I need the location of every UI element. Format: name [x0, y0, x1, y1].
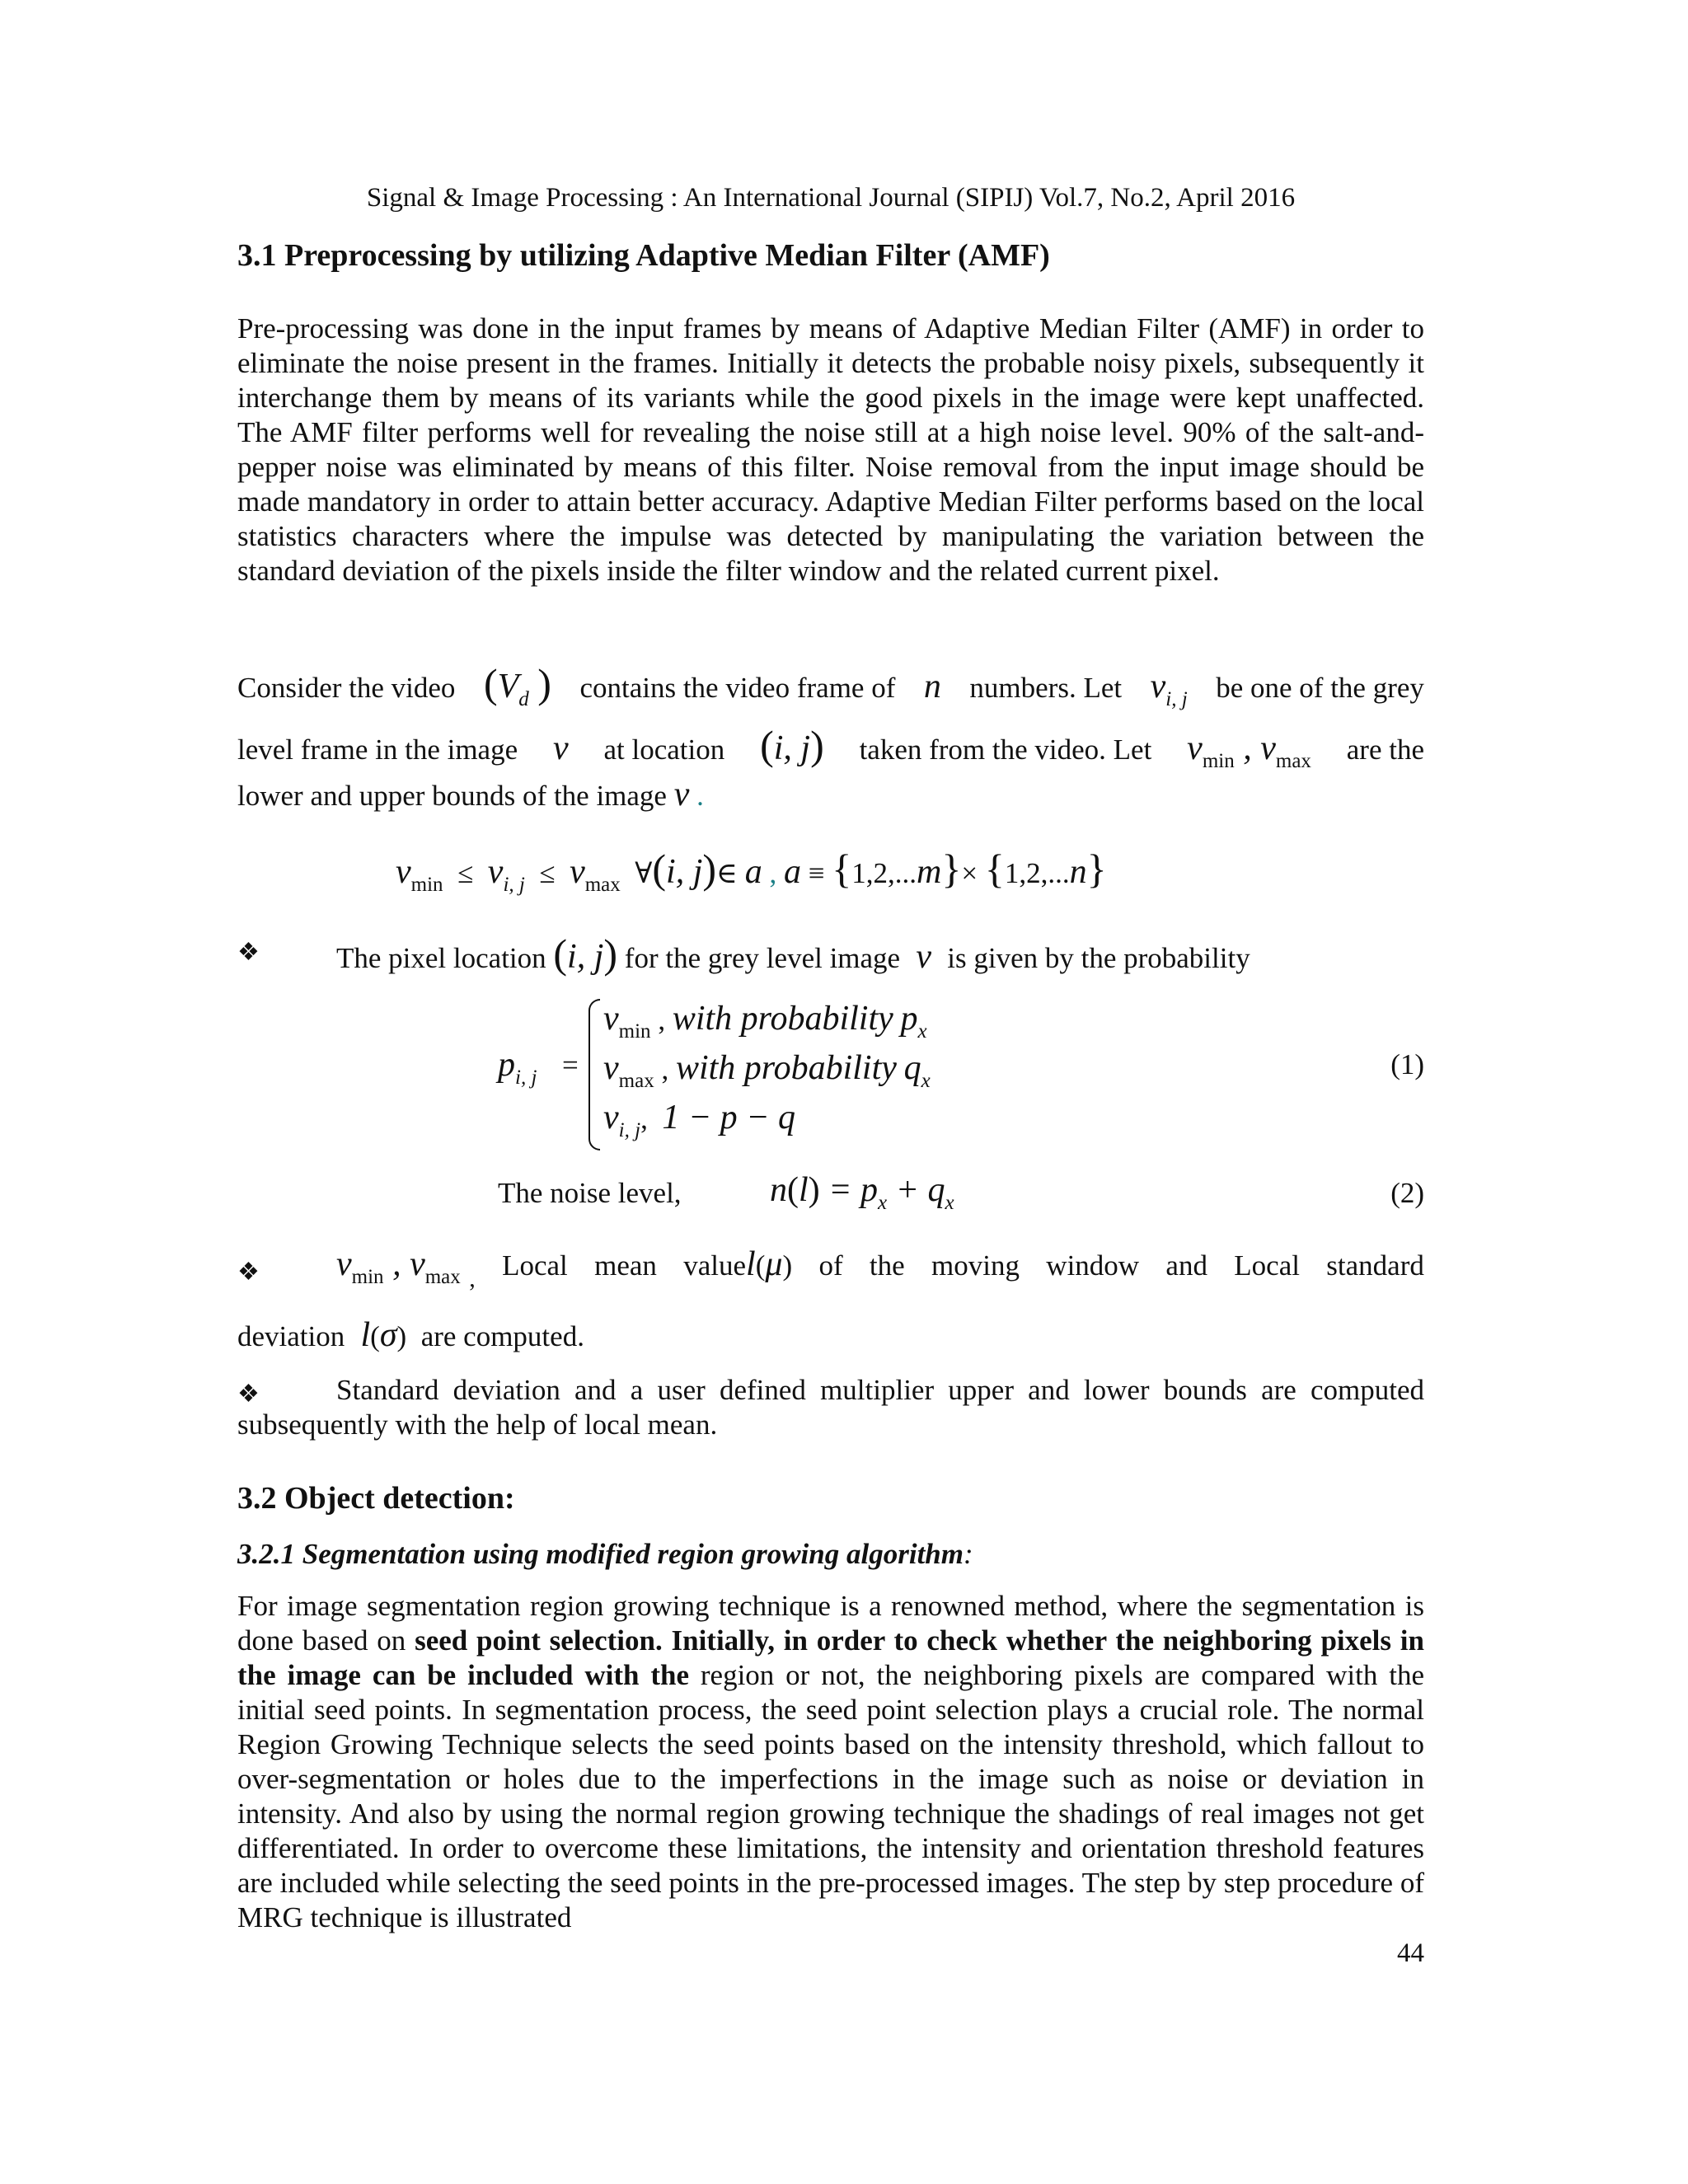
bullet-3-text: Standard deviation and a user defined multiplier upper and lower bounds are computed subsequently with the help of local mean.: [237, 1374, 1424, 1441]
section-3-2-title: 3.2 Object detection:: [237, 1481, 515, 1516]
consider-line-2: [237, 721, 1424, 772]
consider-text-8: are the: [1346, 733, 1424, 766]
equation-1: $p_{i, j}$ = $v_{min}$ , with probability $p_x$ $v_{max}$ , with probability $q_x$ $v_{i, j}$, 1 − p − q (1): [498, 996, 1424, 1152]
section-3-2-1-paragraph: For image segmentation region growing technique is a renowned method, where the segmentation is done based on seed point selection. Initially, in order to check whether the neighboring pixels in the image can be included with the region or not, the neighboring pixels are compared with the initial seed points. In segmentation process, the seed point selection plays a crucial role. The normal Region Growing Technique selects the seed points based on the intensity threshold, which fallout to over-segmentation or holes due to the imperfections in the image such as noise or deviation in intensity. And also by using the normal region growing technique the shadings of real images not get differentiated. In order to overcome these limitations, the intensity and orientation threshold features are included while selecting the seed points in the pre-processed images. The step by step procedure of MRG technique is illustrated: [237, 1590, 1424, 1933]
consider-text-1: Consider the video: [237, 672, 456, 704]
bullet-2-line-2: deviation l(σ) are computed.: [237, 1316, 584, 1354]
consider-text-7: taken from the video. Let: [859, 733, 1152, 766]
section-3-2-1-title: 3.2.1 Segmentation using modified region growing algorithm:: [237, 1538, 973, 1570]
equation-2-label: The noise level,: [498, 1177, 682, 1209]
consider-text-4: be one of the grey: [1216, 672, 1424, 704]
bounds-inequality: $v_{min} \le v_{i, j} \le v_{max}$ ∀(i, j)∈ a , a ≡ {1,2,...m}× {1,2,...n}: [396, 846, 1107, 896]
math-v-image: v: [673, 776, 690, 813]
paper-page: [237, 0, 1424, 2184]
bullet-icon: ❖: [237, 1380, 260, 1408]
consider-text-5: level frame in the image: [237, 733, 518, 766]
section-3-1-title: 3.1 Preprocessing by utilizing Adaptive Median Filter (AMF): [237, 238, 1050, 273]
bullet-2-line-1: $v_{min}$ , $v_{max}$ $_,$ Local mean valuel(μ) of the moving window and Local standard: [336, 1245, 1424, 1292]
bullet-1-text: The pixel location (i, j) for the grey level image v is given by the probability: [336, 930, 1250, 977]
math-vmin-vmax: $v_{min}$ , $v_{max}$: [1187, 729, 1311, 772]
consider-text-9: lower and upper bounds of the image: [237, 780, 667, 812]
running-header: Signal & Image Processing : An International Journal (SIPIJ) Vol.7, No.2, April 2016: [366, 183, 1296, 213]
page-number: 44: [1397, 1938, 1424, 1968]
bullet-icon: ❖: [237, 939, 260, 966]
bullet-icon: ❖: [237, 1258, 260, 1286]
math-n: n: [923, 668, 941, 705]
math-vij: $v_{i, j}$: [1150, 668, 1188, 710]
math-ij: (i, j): [760, 722, 824, 768]
consider-line-3: lower and upper bounds of the image v .: [237, 776, 704, 813]
consider-text-3: numbers. Let: [969, 672, 1123, 704]
math-v: v: [552, 729, 569, 767]
math-vd: ($V_d$ ): [483, 660, 551, 710]
consider-text-2: contains the video frame of: [579, 672, 896, 704]
consider-line-1: [237, 659, 1424, 710]
equation-1-number: (1): [1390, 1048, 1424, 1080]
section-3-1-paragraph: Pre-processing was done in the input frames by means of Adaptive Median Filter (AMF) in order to eliminate the noise present in the frames. Initially it detects the probable noisy pixels, subsequently it interchange them by means of its variants while the good pixels in the image were kept unaffected. The AMF filter performs well for revealing the noise still at a high noise level. 90% of the salt-and-pepper noise was eliminated by means of this filter. Noise removal from the input image should be made mandatory in order to attain better accuracy. Adaptive Median Filter performs based on the local statistics characters where the impulse was detected by manipulating the variation between the standard deviation of the pixels inside the filter window and the related current pixel.: [237, 312, 1424, 587]
consider-text-6: at location: [603, 733, 725, 766]
equation-2: The noise level, $n(l) = p_x + q_x$ (2): [498, 1171, 1424, 1214]
equation-2-number: (2): [1390, 1177, 1424, 1209]
